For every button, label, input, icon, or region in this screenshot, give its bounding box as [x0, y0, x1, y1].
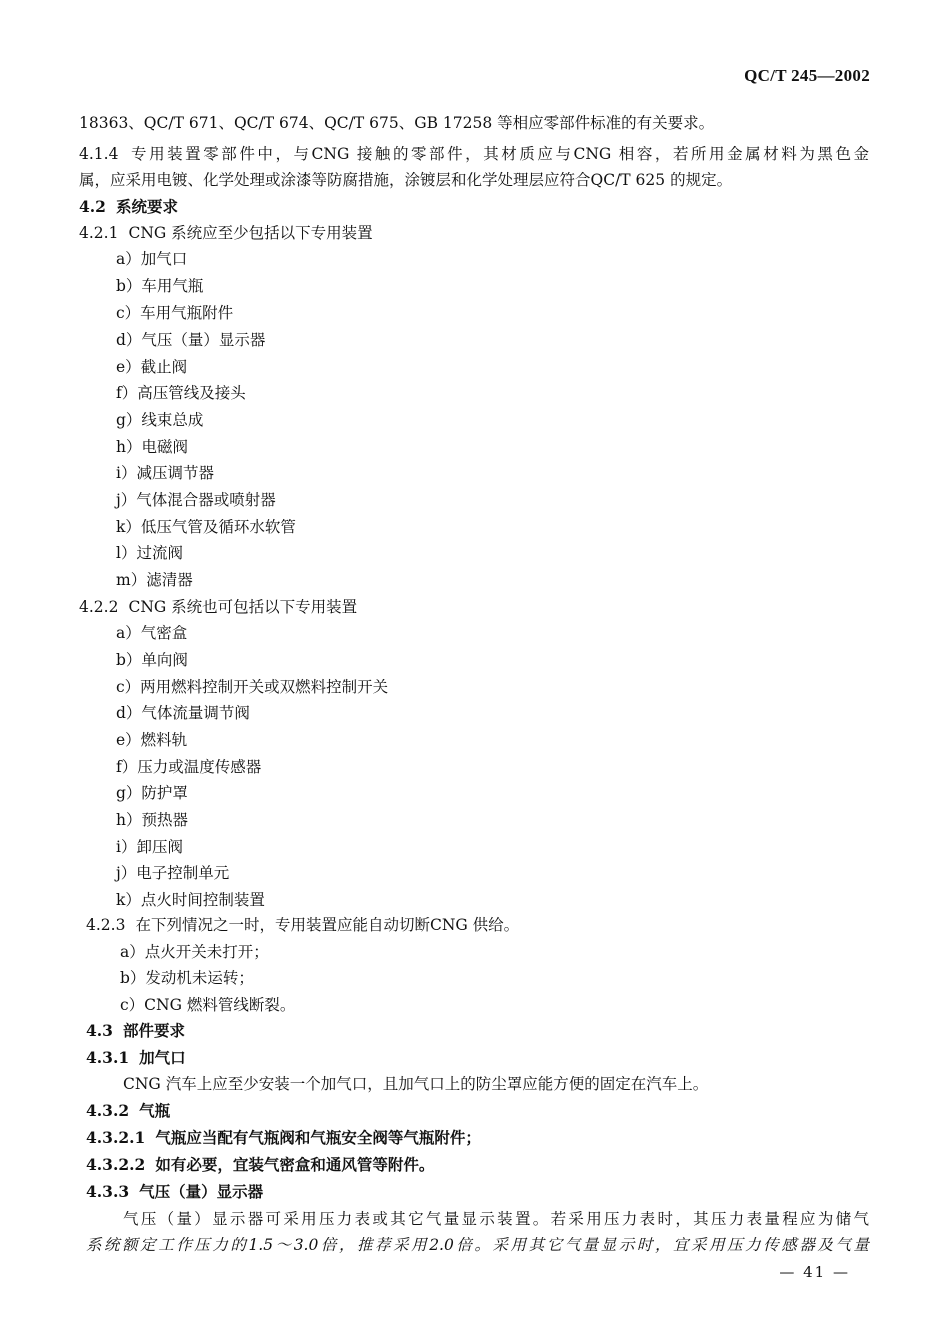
clause-number: 4.2.1	[79, 224, 119, 242]
list-item: b）单向阀	[116, 651, 188, 669]
clause-number: 4.2.2	[79, 598, 119, 616]
list-item: m）滤清器	[116, 571, 193, 589]
clause-4-1-4-line-1	[79, 142, 869, 166]
clause-number: 4.3.2.1	[86, 1128, 146, 1147]
clause-4-2-2	[79, 595, 357, 619]
clause-4-3-3-body-line-2: 系统额定工作压力的1.5～3.0倍，推荐采用2.0倍。采用其它气量显示时，宜采用压力传感器及气量	[86, 1236, 869, 1254]
section-title: 系统要求	[115, 197, 178, 216]
list-item: k）低压气管及循环水软管	[116, 518, 296, 536]
clause-number: 4.3.2	[86, 1101, 130, 1120]
clause-4-2-3	[86, 913, 519, 937]
list-item: e）截止阀	[116, 358, 188, 376]
list-item: e）燃料轨	[116, 731, 188, 749]
list-item: c）两用燃料控制开关或双燃料控制开关	[116, 678, 389, 696]
clause-4-1-4-line-2: 属，应采用电镀、化学处理或涂漆等防腐措施，涂镀层和化学处理层应符合QC/T 625 的规定。	[79, 171, 733, 189]
section-number: 4.3	[86, 1021, 113, 1040]
list-item: f）高压管线及接头	[116, 384, 246, 402]
section-4-2-heading	[79, 195, 178, 219]
clause-number: 4.3.1	[86, 1048, 130, 1067]
section-number: 4.2	[79, 197, 106, 216]
list-item: h）预热器	[116, 811, 188, 829]
section-4-3-heading	[86, 1019, 185, 1043]
list-item: d）气体流量调节阀	[116, 704, 250, 722]
list-item: a）加气口	[116, 250, 188, 268]
clause-title: 气压（量）显示器	[139, 1182, 264, 1201]
clause-4-3-2-heading	[86, 1099, 170, 1123]
clause-title: 气瓶	[139, 1101, 171, 1120]
clause-text: CNG 系统也可包括以下专用装置	[128, 598, 358, 616]
clause-number: 4.1.4	[79, 145, 119, 163]
list-item: c）车用气瓶附件	[116, 304, 234, 322]
clause-4-3-3-body-line-1: 气压（量）显示器可采用压力表或其它气量显示装置。若采用压力表时，其压力表量程应为储气	[123, 1210, 869, 1228]
clause-4-3-1-body: CNG 汽车上应至少安装一个加气口，且加气口上的防尘罩应能方便的固定在汽车上。	[123, 1075, 709, 1093]
list-item: j）电子控制单元	[116, 864, 230, 882]
clause-4-3-1-heading	[86, 1046, 186, 1070]
clause-number: 4.3.2.2	[86, 1155, 146, 1174]
list-item: d）气压（量）显示器	[116, 331, 266, 349]
paragraph-continuation: 18363、QC/T 671、QC/T 674、QC/T 675、GB 17258 等相应零部件标准的有关要求。	[79, 114, 715, 132]
clause-4-2-1	[79, 221, 373, 245]
clause-text: 气瓶应当配有气瓶阀和气瓶安全阀等气瓶附件；	[155, 1128, 481, 1147]
standard-number-header: QC/T 245—2002	[744, 66, 870, 85]
section-title: 部件要求	[122, 1021, 185, 1040]
list-item: a）气密盒	[116, 624, 188, 642]
list-item: g）线束总成	[116, 411, 204, 429]
list-item: j）气体混合器或喷射器	[116, 491, 276, 509]
clause-4-3-2-2	[86, 1153, 434, 1177]
list-item: a）点火开关未打开；	[120, 943, 269, 961]
list-item: i）减压调节器	[116, 464, 214, 482]
clause-text: 如有必要，宜装气密盒和通风管等附件。	[155, 1155, 435, 1174]
page-number: — 41 —	[779, 1263, 850, 1281]
list-item: i）卸压阀	[116, 838, 183, 856]
list-item: c）CNG 燃料管线断裂。	[120, 996, 296, 1014]
clause-4-3-3-heading	[86, 1180, 263, 1204]
list-item: b）车用气瓶	[116, 277, 204, 295]
list-item: h）电磁阀	[116, 438, 188, 456]
clause-number: 4.2.3	[86, 916, 126, 934]
list-item: l）过流阀	[116, 544, 183, 562]
clause-text: 专用装置零部件中，与CNG 接触的零部件，其材质应与CNG 相容，若所用金属材料为黑色金	[128, 145, 869, 163]
clause-text: CNG 系统应至少包括以下专用装置	[128, 224, 373, 242]
list-item: f）压力或温度传感器	[116, 758, 262, 776]
clause-4-3-2-1	[86, 1126, 481, 1150]
list-item: k）点火时间控制装置	[116, 891, 265, 909]
list-item: g）防护罩	[116, 784, 188, 802]
list-item: b）发动机未运转；	[120, 969, 254, 987]
clause-text: 在下列情况之一时，专用装置应能自动切断CNG 供给。	[135, 916, 520, 934]
clause-title: 加气口	[139, 1048, 186, 1067]
clause-number: 4.3.3	[86, 1182, 130, 1201]
